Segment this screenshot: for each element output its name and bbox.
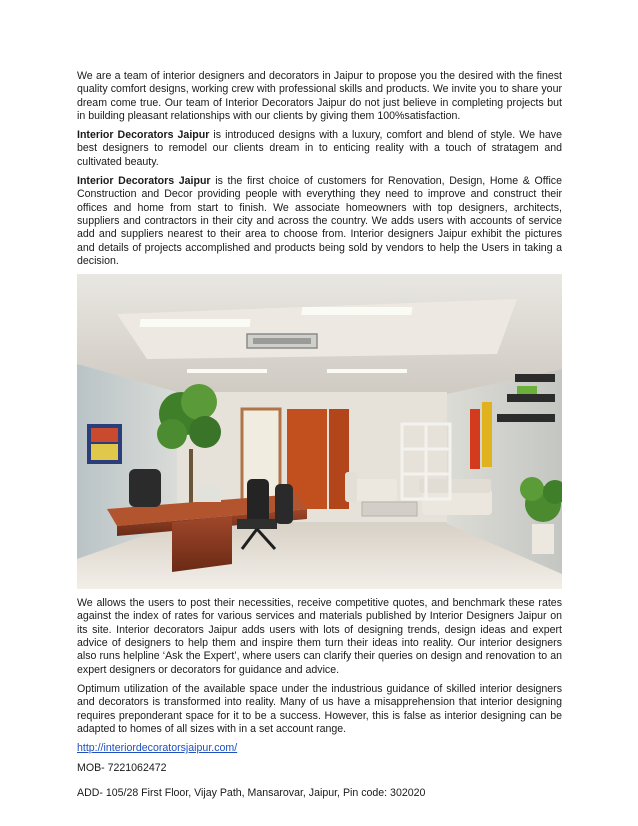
company-name-bold: Interior Decorators Jaipur: [77, 129, 210, 142]
office-interior-photo: [77, 274, 562, 589]
services-paragraph-text: is the first choice of customers for Renovation, Design, Home & Office Construction and Decor providing people with everything they need to improve and construct their offices and home from start to finish. We associate homeowners with top designers, architects, suppliers and contractors in their city and across the country. We adds users with accounts of service add and suppliers nearest to their area to choose from. Interior designers Jaipur exhibit the pictures and details of projects accomplished and products being sold by vendors to help the Users in taking a decision.: [77, 175, 562, 267]
quotes-paragraph: We allows the users to post their necessities, receive competitive quotes, and benchmark these rates against the index of rates for various services and materials published by Interior Designers Jaipur on its site. Interior decorators Jaipur adds users with lots of designing trends, design ideas and expert advice of designers to help them and inspire them turn their ideas into reality. Our interior designers also runs helpline ‘Ask the Expert’, where users can clarify their queries on design and renovation to an expert designers or decorators for guidance and advice.: [77, 597, 562, 676]
website-link[interactable]: http://interiordecoratorsjaipur.com/: [77, 742, 238, 755]
mobile-number: MOB- 7221062472: [77, 762, 167, 775]
intro-paragraph: We are a team of interior designers and decorators in Jaipur to propose you the desired with the finest quality comfort designs, working crew with professional skills and products. We invite you to share your dream come true. Our team of Interior Decorators Jaipur do not just believe in completing projects but in building pleasant relationships with our clients by giving them 100%satisfaction.: [77, 70, 562, 122]
company-name-bold: Interior Decorators Jaipur: [77, 175, 211, 188]
document-page: [77, 70, 562, 812]
postal-address: ADD- 105/28 First Floor, Vijay Path, Mansarovar, Jaipur, Pin code: 302020: [77, 787, 426, 800]
luxury-paragraph: [77, 129, 562, 169]
services-paragraph: [77, 175, 562, 268]
space-paragraph: Optimum utilization of the available space under the industrious guidance of skilled interior designers and decorators is transformed into reality. Many of us have a misapprehension that interior designing requires preponderant space for it to be a success. However, this is false as interior designing can be adapted to homes of all sizes with in a set account range.: [77, 682, 562, 735]
luxury-paragraph-text: is introduced designs with a luxury, comfort and blend of style. We have best designers to remodel our clients dream in to enticing reality with a touch of stratagem and cultivated beauty.: [77, 129, 562, 168]
